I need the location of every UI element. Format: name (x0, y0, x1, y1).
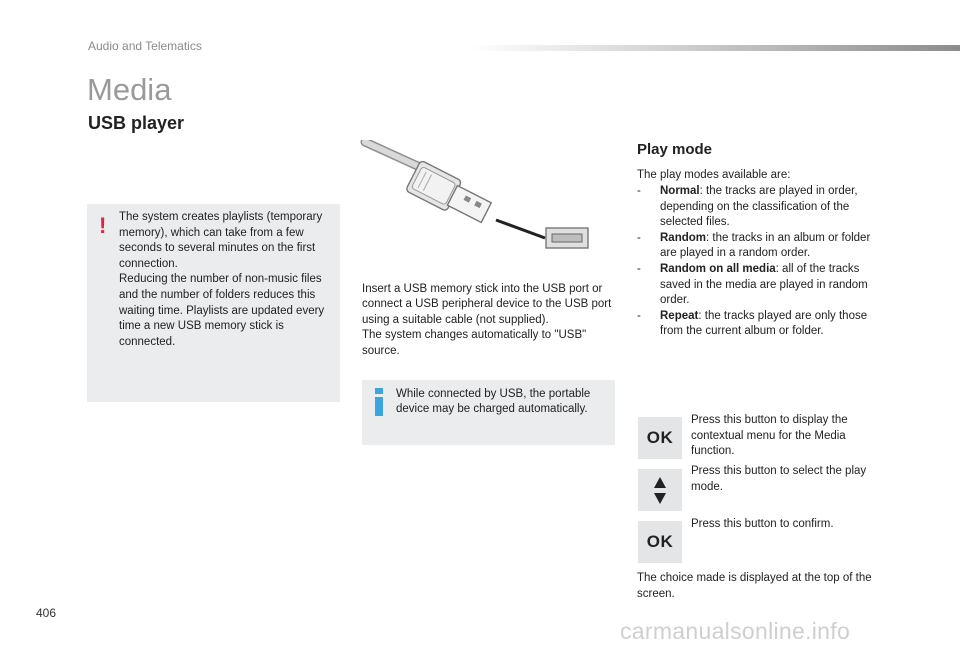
play-mode-title: Play mode (637, 141, 713, 158)
mode-description: : the tracks in an album or folder are played in a random order. (660, 231, 871, 260)
choice-display-note: The choice made is displayed at the top of the screen. (637, 572, 872, 600)
page-title: Media (87, 72, 172, 107)
page-number: 406 (36, 606, 57, 620)
warning-exclamation-icon: ! (99, 213, 107, 238)
ok-label: OK (646, 532, 674, 551)
ok-button-icon (638, 417, 682, 459)
usb-insert-instructions: Insert a USB memory stick into the USB port or connect a USB peripheral device to the USB port using a suitable cable (not supplied). The system changes automatically to "USB" source. (362, 283, 612, 357)
play-mode-list (637, 184, 887, 340)
mode-description: : the tracks are played in order, depending on the classification of the selected files. (660, 185, 858, 229)
mode-description: : the tracks played are only those from the current album or folder. (660, 309, 868, 338)
up-down-arrows-icon (638, 469, 682, 511)
arrow-down-icon (654, 493, 666, 504)
usb-plug-illustration (360, 140, 592, 252)
mode-name: Random (660, 231, 706, 244)
list-dash: - (637, 262, 641, 275)
play-mode-item-repeat (637, 309, 887, 340)
mode-name: Random on all media (660, 262, 776, 275)
play-mode-item-random-all (637, 262, 887, 309)
mode-name: Repeat (660, 309, 699, 322)
info-note-text: While connected by USB, the portable device may be charged automatically. (396, 388, 591, 416)
ok-button-icon (638, 521, 682, 563)
list-dash: - (637, 185, 641, 197)
list-dash: - (637, 231, 641, 244)
confirm-description: Press this button to confirm. (691, 518, 834, 530)
header-divider-bar (470, 45, 960, 51)
page-subtitle: USB player (88, 113, 185, 133)
mode-name: Normal (660, 185, 700, 197)
section-header: Audio and Telematics (88, 39, 202, 53)
list-dash: - (637, 309, 641, 322)
select-mode-description: Press this button to select the play mode. (691, 465, 867, 493)
watermark: carmanualsonline.info (620, 618, 851, 644)
info-icon (371, 387, 387, 417)
ok-label: OK (646, 428, 674, 447)
mode-description: : all of the tracks saved in the media are played in random order. (660, 262, 868, 307)
play-mode-item-random (637, 231, 887, 262)
play-mode-intro: The play modes available are: (637, 169, 791, 181)
ok-menu-description: Press this button to display the contextual menu for the Media function. (691, 414, 848, 458)
play-mode-item-normal (637, 184, 887, 231)
warning-note-text: The system creates playlists (temporary memory), which can take from a few seconds to several minutes on the first connection. Reducing the number of non-music files and the number of folders reduces this waiting time. Playlists are updated every time a new USB memory stick is connected. (119, 211, 325, 348)
arrow-up-icon (654, 477, 666, 488)
